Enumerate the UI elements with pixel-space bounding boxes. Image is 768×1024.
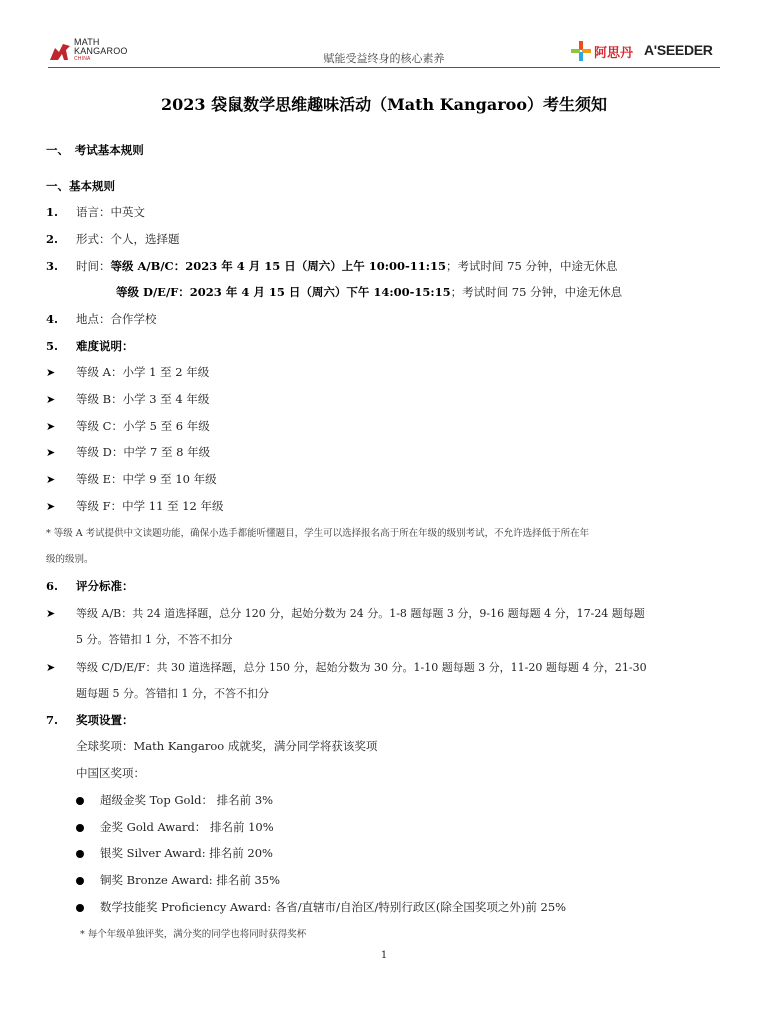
arrow-icon: ➤ — [46, 661, 56, 674]
item-number-7: 7. — [46, 713, 59, 727]
award-item: 铜奖 Bronze Award: 排名前 35% — [100, 873, 281, 887]
level-item: 等级 E：中学 9 至 10 年级 — [76, 472, 217, 486]
item-time-def-duration: ；考试时间 75 分钟，中途无休息 — [450, 285, 623, 299]
bullet-icon — [76, 797, 84, 805]
item-scoring-heading: 评分标准： — [76, 579, 134, 593]
item-number-2: 2. — [46, 232, 59, 246]
level-note-line-2: 级的级别。 — [46, 554, 94, 565]
page-title: 2023 袋鼠数学思维趣味活动（Math Kangaroo）考生须知 — [160, 95, 607, 114]
arrow-icon: ➤ — [46, 500, 56, 513]
scoring-cdef-line-2: 题每题 5 分。答错扣 1 分，不答不扣分 — [76, 687, 269, 700]
level-item: 等级 F：中学 11 至 12 年级 — [76, 499, 224, 513]
item-number-6: 6. — [46, 579, 59, 593]
logo-text-math: MATH — [74, 37, 100, 47]
arrow-icon: ➤ — [46, 607, 56, 620]
item-time-line-1 — [76, 259, 617, 274]
arrow-icon: ➤ — [46, 393, 56, 406]
global-award: 全球奖项：Math Kangaroo 成就奖，满分同学将获该奖项 — [76, 739, 378, 753]
scoring-ab-line-1: 等级 A/B：共 24 道选择题，总分 120 分，起始分数为 24 分。1-8 题每题 3 分，9-16 题每题 4 分，17-24 题每题 — [76, 607, 645, 620]
item-number-1: 1. — [46, 205, 59, 219]
item-awards-heading: 奖项设置： — [76, 713, 134, 727]
section-heading-main: 一、 考试基本规则 — [46, 143, 144, 157]
logo-text-china: CHINA — [74, 56, 91, 62]
header-slogan: 赋能受益终身的核心素养 — [323, 52, 445, 65]
award-item: 银奖 Silver Award: 排名前 20% — [100, 846, 273, 860]
arrow-icon: ➤ — [46, 420, 56, 433]
china-award-heading: 中国区奖项： — [76, 766, 145, 780]
aseeder-brand-cn: 阿思丹 — [594, 46, 634, 61]
award-item: 数学技能奖 Proficiency Award: 各省/直辖市/自治区/特别行政区(除全国奖项之外)前 25% — [100, 900, 567, 914]
item-location: 地点：合作学校 — [76, 312, 157, 326]
item-number-5: 5. — [46, 339, 59, 353]
bullet-icon — [76, 850, 84, 858]
level-note-line-1: * 等级 A 考试提供中文读题功能，确保小选手都能听懂题目，学生可以选择报名高于所在年级的级别考试，不允许选择低于所在年 — [46, 528, 590, 539]
item-number-3: 3. — [46, 259, 59, 273]
item-time-abc: 等级 A/B/C：2023 年 4 月 15 日（周六）上午 10:00-11:15 — [110, 259, 447, 273]
bullet-icon — [76, 904, 84, 912]
item-time-line-2 — [116, 285, 622, 300]
item-difficulty-heading: 难度说明： — [76, 339, 134, 353]
bullet-icon — [76, 877, 84, 885]
award-item: 超级金奖 Top Gold： 排名前 3% — [100, 793, 274, 807]
item-format: 形式：个人，选择题 — [76, 232, 180, 246]
scoring-ab-line-2: 5 分。答错扣 1 分，不答不扣分 — [76, 633, 233, 646]
item-number-4: 4. — [46, 312, 59, 326]
item-time-abc-duration: ；考试时间 75 分钟，中途无休息 — [446, 259, 618, 273]
header-divider — [48, 67, 720, 68]
aseeder-logo — [570, 40, 713, 62]
arrow-icon: ➤ — [46, 366, 56, 379]
item-time-label: 时间： — [76, 259, 111, 273]
level-item: 等级 B：小学 3 至 4 年级 — [76, 392, 210, 406]
level-item: 等级 D：中学 7 至 8 年级 — [76, 445, 211, 459]
arrow-icon: ➤ — [46, 446, 56, 459]
item-time-def: 等级 D/E/F：2023 年 4 月 15 日（周六）下午 14:00-15:15 — [116, 285, 451, 299]
award-item: 金奖 Gold Award： 排名前 10% — [100, 820, 274, 834]
level-item: 等级 A：小学 1 至 2 年级 — [76, 365, 210, 379]
bullet-icon — [76, 824, 84, 832]
scoring-cdef-line-1: 等级 C/D/E/F：共 30 道选择题，总分 150 分，起始分数为 30 分。1-10 题每题 3 分，11-20 题每题 4 分，21-30 — [76, 661, 647, 674]
section-heading-sub: 一、基本规则 — [46, 179, 115, 193]
level-item: 等级 C：小学 5 至 6 年级 — [76, 419, 210, 433]
item-language: 语言：中英文 — [76, 205, 145, 219]
aseeder-icon — [570, 40, 592, 62]
page-number: 1 — [380, 950, 388, 961]
arrow-icon: ➤ — [46, 473, 56, 486]
award-note: * 每个年级单独评奖，满分奖的同学也将同时获得奖杯 — [80, 929, 307, 940]
logo-text-kangaroo: KANGAROO — [74, 46, 128, 56]
aseeder-brand-en: A'SEEDER — [644, 42, 713, 58]
